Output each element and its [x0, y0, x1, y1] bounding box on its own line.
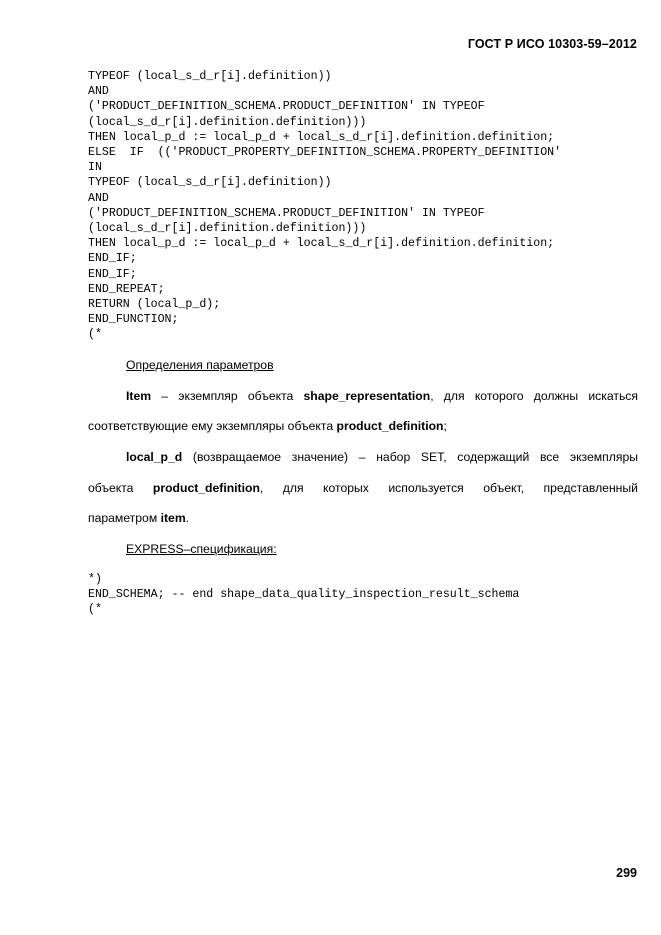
- param-item-text-1: – экземпляр объекта: [151, 389, 304, 403]
- code-line: (local_s_d_r[i].definition.definition))): [88, 115, 367, 129]
- code-line: (local_s_d_r[i].definition.definition))): [88, 222, 367, 236]
- code-line: ('PRODUCT_DEFINITION_SCHEMA.PRODUCT_DEFINITION' IN TYPEOF: [88, 206, 485, 220]
- code-line: (*: [88, 328, 102, 342]
- code-line: TYPEOF (local_s_d_r[i].definition)): [88, 176, 332, 190]
- code-line: END_IF;: [88, 252, 137, 266]
- param-name-item: Item: [126, 389, 152, 403]
- param-name-local-p-d: local_p_d: [126, 450, 183, 464]
- code-line: *): [88, 573, 102, 586]
- express-code-block: [88, 69, 648, 343]
- code-line: END_IF;: [88, 267, 137, 281]
- param-local-p-d-ref-2: item: [160, 511, 186, 525]
- code-line: END_REPEAT;: [88, 282, 165, 296]
- param-item-line-2-text: соответствующие ему экземпляры объекта: [88, 419, 337, 433]
- code-line: ELSE IF (('PRODUCT_PROPERTY_DEFINITION_SCHEMA.PROPERTY_DEFINITION': [88, 146, 562, 160]
- express-code-block-end: [88, 572, 648, 618]
- code-line: END_FUNCTION;: [88, 313, 179, 327]
- code-line: ('PRODUCT_DEFINITION_SCHEMA.PRODUCT_DEFINITION' IN TYPEOF: [88, 100, 485, 114]
- parameters-heading: [88, 357, 638, 373]
- code-line: END_SCHEMA; -- end shape_data_quality_inspection_result_schema: [88, 588, 520, 602]
- param-local-p-d-line-2: [88, 480, 638, 496]
- param-item-line-2: [88, 418, 638, 434]
- param-local-p-d-line-3-text: параметром: [88, 511, 161, 525]
- code-line: THEN local_p_d := local_p_d + local_s_d_r[i].definition.definition;: [88, 130, 555, 144]
- code-line: RETURN (local_p_d);: [88, 298, 221, 312]
- param-local-p-d-line-3: [88, 510, 638, 526]
- express-heading-text: EXPRESS–спецификация:: [126, 542, 277, 556]
- document-header: ГОСТ Р ИСО 10303-59–2012: [467, 37, 637, 51]
- code-line: THEN local_p_d := local_p_d + local_s_d_r[i].definition.definition;: [88, 237, 555, 251]
- param-item-line-1: [88, 388, 638, 404]
- param-local-p-d-line-1: [88, 449, 638, 465]
- param-item-text-2: , для которого должны искаться: [430, 389, 638, 403]
- param-item-ref-1: shape_representation: [303, 389, 431, 403]
- code-line: (*: [88, 603, 102, 617]
- code-line: IN: [88, 161, 102, 175]
- param-local-p-d-ref-1: product_definition: [152, 481, 260, 495]
- param-local-p-d-line-3-end: .: [185, 511, 190, 525]
- param-local-p-d-line-2-start: объекта: [88, 481, 153, 495]
- param-item-ref-2: product_definition: [336, 419, 444, 433]
- parameters-heading-text: Определения параметров: [126, 358, 274, 372]
- page-number: 299: [616, 866, 637, 880]
- param-item-line-2-end: ;: [443, 419, 447, 433]
- code-line: AND: [88, 191, 109, 205]
- param-local-p-d-text-1: (возвращаемое значение) – набор SET, содержащий все экземпляры: [182, 450, 638, 464]
- param-local-p-d-line-2-text: , для которых используется объект, представленный: [259, 481, 638, 495]
- express-heading: [88, 541, 638, 557]
- code-line: AND: [88, 85, 109, 99]
- code-line: TYPEOF (local_s_d_r[i].definition)): [88, 70, 332, 83]
